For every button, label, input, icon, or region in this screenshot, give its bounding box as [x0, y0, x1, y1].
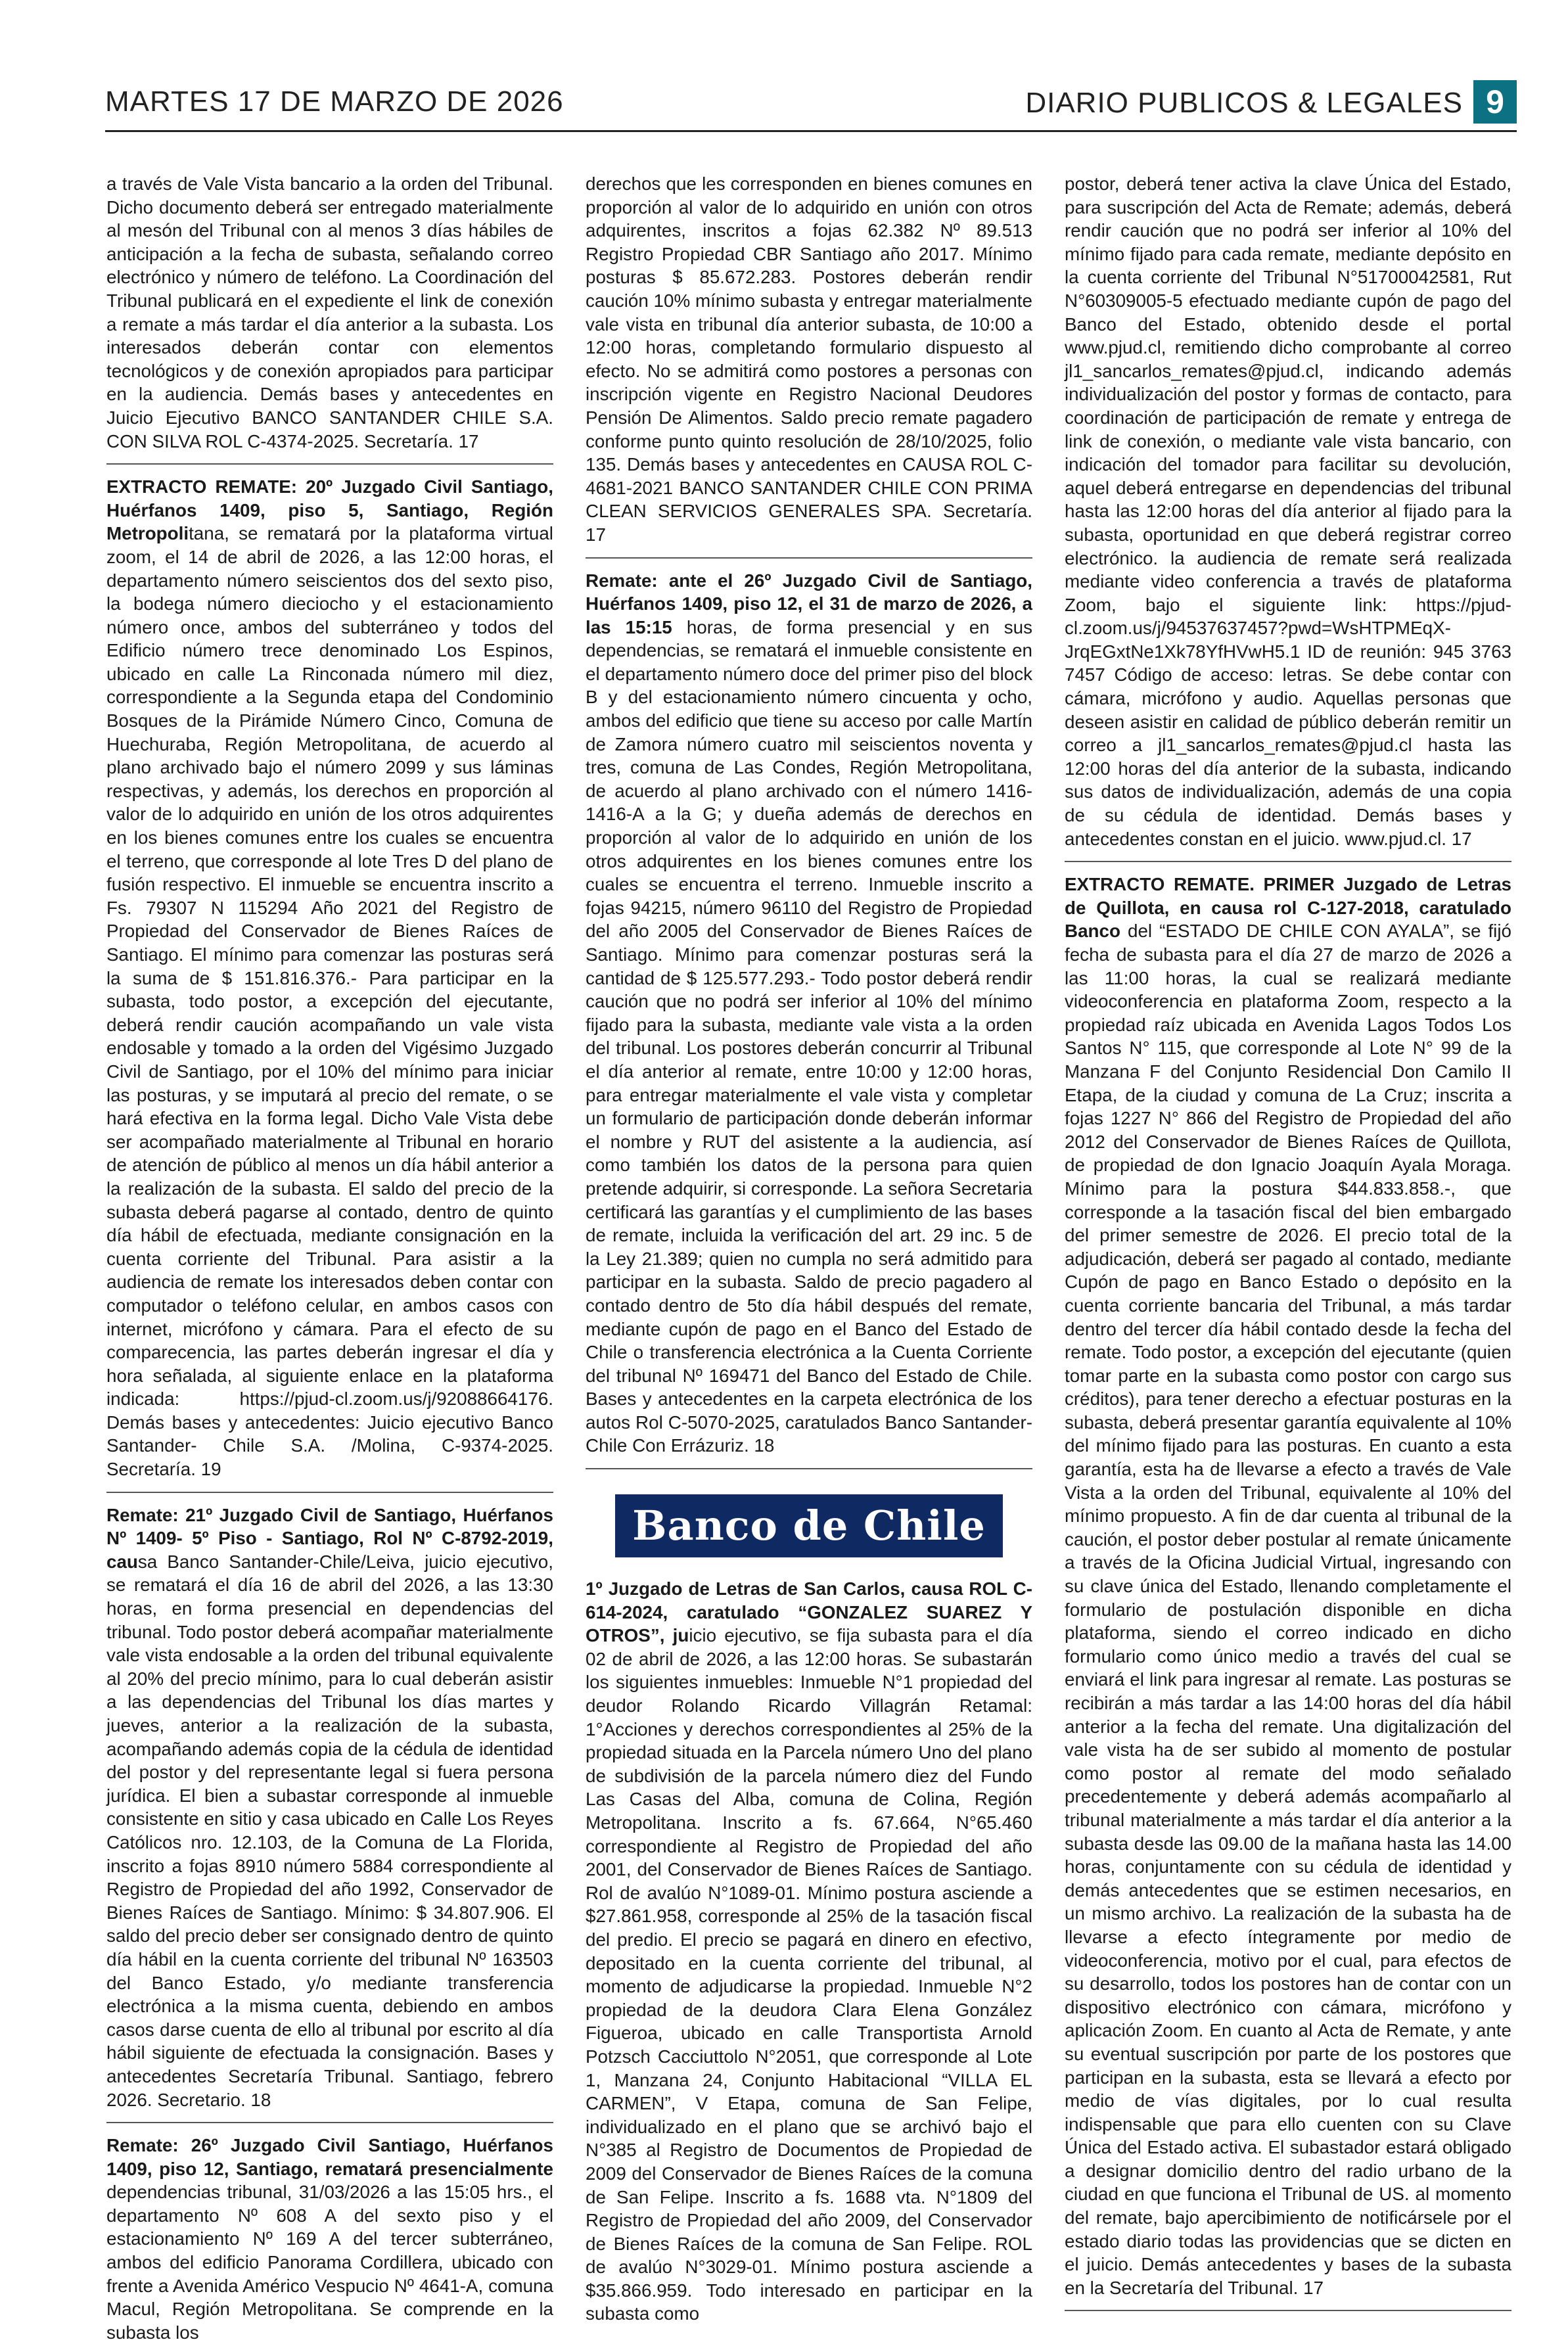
notice-20-juzgado	[106, 475, 553, 1481]
notice-body: postor, deberá tener activa la clave Única del Estado, para suscripción del Acta de Remate; además, deberá rendir caución que no podrá ser inferior al 10% del mínimo fijado para cada remate, mediante depósito en la cuenta corriente del Tribunal N°51700042581, Rut N°60309005-5 efectuado mediante cupón de pago del Banco del Estado, obtenido desde el portal www.pjud.cl, remitiendo dicho comprobante al correo jl1_sancarlos_remates@pjud.cl, indicando además individualización del postor y formas de contacto, para coordinación de participación de remate y entrega de link de conexión, o mediante vale vista bancario, con indicación del tomador para facilitar su devolución, aquel deberá entregarse en dependencias del tribunal hasta las 12:00 horas del día anterior al fijado para la subasta, oportunidad en que deberá registrar correo electrónico. la audiencia de remate será realizada mediante video conferencia a través de plataforma Zoom, bajo el siguiente link: https://pjud-cl.zoom.us/j/94537637457?pwd=WsHTPMEqX-JrqEGxtNe1Xk78YfHVwH5.1 ID de reunión: 945 3763 7457 Código de acceso: letras. Se debe contar con cámara, micrófono y audio. Aquellas personas que deseen asistir en calidad de público deberán remitir un correo a jl1_sancarlos_remates@pjud.cl hasta las 12:00 horas del día anterior de la subasta, indicando sus datos de individualización, además de una copia de su cédula de identidad. Demás bases y antecedentes constan en el juicio. www.pjud.cl. 17	[1065, 173, 1511, 849]
divider	[106, 2122, 553, 2123]
divider	[586, 557, 1032, 559]
notice-body: horas, de forma presencial y en sus dependencias, se rematará el inmueble consistente en el departamento número doce del primer piso del block B y del estacionamiento número cincuenta y ocho, ambos del edificio que tiene su acceso por calle Martín de Zamora número cuatro mil seiscientos noventa y tres, comuna de Las Condes, Región Metropolitana, de acuerdo al plano archivado con el número 1416-1416-A a la G; y dueña además de derechos en proporción al valor de lo adquirido en unión de los otros adquirentes en los bienes comunes entre los cuales se encuentra el terreno. Inmueble inscrito a fojas 94215, número 96110 del Registro de Propiedad del año 2005 del Conservador de Bienes Raíces de Santiago. Mínimo para comenzar posturas será la cantidad de $ 125.577.293.- Todo postor deberá rendir caución que no podrá ser inferior al 10% del mínimo fijado para la subasta, mediante vale vista a la orden del tribunal. Los postores deberán concurrir al Tribunal el día anterior al remate, entre 10:00 y 12:00 horas, para entregar materialmente el vale vista y completar un formulario de participación donde deberán informar el nombre y RUT del asistente a la audiencia, así como también los datos de la persona para quien pretende adquirir, si corresponde. La señora Secretaria certificará las garantías y el cumplimiento de las bases de remate, incluida la verificación del art. 29 inc. 5 de la Ley 21.389; quien no cumpla no será admitido para participar en la subasta. Saldo de precio pagadero al contado dentro de 5to día hábil después del remate, mediante cupón de pago en el Banco del Estado de Chile o transferencia electrónica a la Cuenta Corriente del tribunal Nº 169471 del Banco del Estado de Chile. Bases y antecedentes en la carpeta electrónica de los autos Rol C-5070-2025, caratulados Banco Santander-Chile Con Errázuriz. 18	[586, 616, 1033, 1456]
notice-21-juzgado	[106, 1504, 553, 2111]
page-header	[105, 80, 1517, 132]
issue-date: MARTES 17 DE MARZO DE 2026	[105, 85, 564, 118]
notice-quillota	[1065, 873, 1511, 2299]
notice-continued	[1065, 172, 1511, 850]
notice-heading: 1º Juzgado de Letras de San Carlos, causa ROL C-614-2024, caratulado “GONZALEZ SUAREZ Y OTROS”, ju	[586, 1578, 1032, 1646]
notice-heading: EXTRACTO REMATE: 20º Juzgado Civil Santiago, Huérfanos 1409, piso 5, Santiago, Región Metropoli	[106, 476, 553, 544]
notice-san-carlos	[586, 1577, 1032, 2326]
notice-body: derechos que les corresponden en bienes comunes en proporción al valor de lo adquirido en unión con otros adquirentes, inscritos a fojas 62.382 Nº 89.513 Registro Propiedad CBR Santiago año 2017. Mínimo posturas $ 85.672.283. Postores deberán rendir caución 10% mínimo subasta y entregar materialmente vale vista en tribunal día anterior subasta, de 10:00 a 12:00 horas, completando formulario dispuesto al efecto. No se admitirá como postores a personas con inscripción vigente en Registro Nacional Deudores Pensión De Alimentos. Saldo precio remate pagadero conforme punto quinto resolución de 28/10/2025, folio 135. Demás bases y antecedentes en CAUSA ROL C-4681-2021 BANCO SANTANDER CHILE CON PRIMA CLEAN SERVICIOS GENERALES SPA. Secretaría. 17	[586, 173, 1032, 545]
newspaper-name: DIARIO PUBLICOS & LEGALES	[1025, 87, 1463, 119]
notice-heading: EXTRACTO REMATE. PRIMER Juzgado de Letras de Quillota, en causa rol C-127-2018, caratulado Banco	[1065, 874, 1511, 942]
notice-body: icio ejecutivo, se fija subasta para el día 02 de abril de 2026, a las 12:00 horas. Se subastarán los siguientes inmuebles: Inmueble N°1 propiedad del deudor Rolando Ricardo Villagrán Retamal: 1°Acciones y derechos correspondientes al 25% de la propiedad situada en la Parcela número Uno del plano de subdivisión de la parcela número diez del Fundo Las Casas del Alba, comuna de Colina, Región Metropolitana. Inscrito a fs. 67.664, N°65.460 correspondiente al Registro de Propiedad del año 2001, del Conservador de Bienes Raíces de Santiago. Rol de avalúo N°1089-01. Mínimo postura asciende a $27.861.958, corresponde al 25% de la tasación fiscal del predio. El precio se pagará en dinero en efectivo, depositado en la cuenta corriente del tribunal, al momento de adjudicarse la propiedad. Inmueble N°2 propiedad de la deudora Clara Elena González Figueroa, ubicado en calle Transportista Arnold Potzsch Cacciuttolo N°2051, que corresponde al Lote 1, Manzana 24, Conjunto Habitacional “VILLA EL CARMEN”, V Etapa, comuna de San Felipe, individualizado en el plano que se archivó bajo el N°385 al Registro de Documentos de Propiedad de 2009 del Conservador de Bienes Raíces de la comuna de San Felipe. Inscrito a fs. 1688 vta. N°1809 del Registro de Propiedad del año 2009, del Conservador de Bienes Raíces de la comuna de San Felipe. ROL de avalúo N°3029-01. Mínimo postura asciende a $35.866.959. Todo interesado en participar en la subasta como	[586, 1625, 1032, 2324]
column-1	[106, 172, 553, 2344]
notice-body: dependencias tribunal, 31/03/2026 a las 15:05 hrs., el departamento Nº 608 A del sexto piso y el estacionamiento Nº 169 A del tercer subterráneo, ambos del edificio Panorama Cordillera, ubicado con frente a Avenida Américo Vespucio Nº 4641-A, comuna Macul, Región Metropolitana. Se comprende en la subasta los	[106, 2182, 553, 2343]
divider	[106, 463, 553, 465]
notice-body: sa Banco Santander-Chile/Leiva, juicio ejecutivo, se rematará el día 16 de abril del 2026, a las 13:30 horas, en forma presencial en dependencias del tribunal. Todo postor deberá acompañar materialmente vale vista endosable a la orden del tribunal equivalente al 20% del precio mínimo, para lo cual deberán asistir a las dependencias del Tribunal los días martes y jueves, anterior a la realización de la subasta, acompañando además copia de la cédula de identidad del postor y del representante legal si fuera persona jurídica. El bien a subastar corresponde al inmueble consistente en sitio y casa ubicado en Calle Los Reyes Católicos nro. 12.103, de la Comuna de La Florida, inscrito a fojas 8910 número 5884 correspondiente al Registro de Propiedad del año 1992, Conservador de Bienes Raíces de Santiago. Mínimo: $ 34.807.906. El saldo del precio deber ser consignado dentro de quinto día hábil en la cuenta corriente del tribunal Nº 163503 del Banco Estado, y/o mediante transferencia electrónica a la misma cuenta, debiendo en ambos casos darse cuenta de ello al tribunal por escrito al día hábil siguiente de efectuada la consignación. Bases y antecedentes Secretaría Tribunal. Santiago, febrero 2026. Secretario. 18	[106, 1551, 553, 2110]
advertiser-logo-area	[586, 1494, 1032, 1557]
divider	[586, 1468, 1032, 1469]
notice-body: del “ESTADO DE CHILE CON AYALA”, se fijó fecha de subasta para el día 27 de marzo de 2026 a las 11:00 horas, la cual se realizará mediante videoconferencia en plataforma Zoom, respecto a la propiedad raíz ubicada en Avenida Lagos Todos Los Santos N° 115, que corresponde al Lote N° 99 de la Manzana F del Conjunto Residencial Don Camilo II Etapa, de la ciudad y comuna de La Cruz; inscrita a fojas 1227 N° 866 del Registro de Propiedad del año 2012 del Conservador de Bienes Raíces de Quillota, de propiedad de don Ignacio Joaquín Ayala Moraga. Mínimo para la postura $44.833.858.-, que corresponde a la tasación fiscal del bien embargado del primer semestre de 2026. El precio total de la adjudicación, deberá ser pagado al contado, mediante Cupón de pago en Banco Estado o depósito en la cuenta corriente bancaria del Tribunal, a más tardar dentro del tercer día hábil contado desde la fecha del remate. Todo postor, a excepción del ejecutante (quien tomar parte en la subasta como postor con cargo sus créditos), para tener derecho a efectuar posturas en la subasta, deberá presentar garantía equivalente al 10% del mínimo fijado para las posturas. En cuanto a esta garantía, esta ha de llevarse a efecto a través de Vale Vista a la orden del Tribunal, equivalente al 10% del mínimo propuesto. A fin de dar cuenta al tribunal de la caución, el postor deber postular al remate únicamente a través de la Oficina Judicial Virtual, ingresando con su clave única del Estado, llenando completamente el formulario de postulación disponible en dicha plataforma, siendo el correo indicado en dicho formulario como único medio a través del cual se enviará el link para ingresar al remate. Las posturas se recibirán a más tardar a las 14:00 horas del día hábil anterior a la fecha del remate. Una digitalización del vale vista ha de ser subido al momento de postular como postor al remate del modo señalado precedentemente y deberá además acompañarlo al tribunal materialmente a más tardar el día anterior a la subasta desde las 09.00 de la mañana hasta las 14.00 horas, conjuntamente con su cédula de identidad y demás antecedentes que se estimen necesarios, en un mismo archivo. La realización de la subasta ha de llevarse a efecto íntegramente por medio de videoconferencia, motivo por el cual, para efectos de su desarrollo, todos los postores han de contar con un dispositivo electrónico con cámara, micrófono y aplicación Zoom. En cuanto al Acta de Remate, y ante su eventual suscripción por parte de los postores que participan en la subasta, esta se llevará a efecto por medio de vías digitales, por lo cual resulta indispensable que para ello cuenten con su Clave Única del Estado activa. El subastador estará obligado a designar domicilio dentro del radio urbano de la ciudad en que funciona el Tribunal de US. al momento del remate, bajo apercibimiento de notificársele por el estado diario todas las providencias que se dicten en el juicio. Demás antecedentes y bases de la subasta en la Secretaría del Tribunal. 17	[1065, 921, 1511, 2298]
banco-de-chile-logo: Banco de Chile	[615, 1494, 1003, 1557]
divider	[1065, 2310, 1511, 2311]
column-3	[1065, 172, 1511, 2322]
notice-continued	[106, 172, 553, 453]
notice-heading: Remate: 26º Juzgado Civil Santiago, Huérfanos 1409, piso 12, Santiago, rematará presencialmente	[106, 2135, 553, 2179]
notice-26-juzgado-remate	[586, 569, 1032, 1458]
divider	[106, 1492, 553, 1493]
divider	[1065, 861, 1511, 862]
notice-body: tana, se rematará por la plataforma virtual zoom, el 14 de abril de 2026, a las 12:00 horas, el departamento número seiscientos dos del sexto piso, la bodega número dieciocho y el estacionamiento número once, ambos del subterráneo y todos del Edificio número trece denominado Los Espinos, ubicado en calle La Rinconada número mil diez, correspondiente a la Segunda etapa del Condominio Bosques de la Pirámide Número Cinco, Comuna de Huechuraba, Región Metropolitana, de acuerdo al plano archivado bajo el número 2099 y sus láminas respectivas, y además, los derechos en proporción al valor de lo adquirido en unión de los otros adquirentes en los bienes comunes entre los cuales se encuentra el terreno, que corresponde al lote Tres D del plano de fusión respectivo. El inmueble se encuentra inscrito a Fs. 79307 N 115294 Año 2021 del Registro de Propiedad del Conservador de Bienes Raíces de Santiago. El mínimo para comenzar las posturas será la suma de $ 151.816.376.- Para participar en la subasta, todo postor, a excepción del ejecutante, deberá rendir caución acompañando un vale vista endosable y tomado a la orden del Vigésimo Juzgado Civil de Santiago, por el 10% del mínimo para iniciar las posturas, y se imputará al precio del remate, o se hará efectiva en la forma legal. Dicho Vale Vista debe ser acompañado materialmente al Tribunal en horario de atención de público al menos un día hábil anterior a la realización de la subasta. El saldo del precio de la subasta deberá pagarse al contado, dentro de quinto día hábil de efectuada, mediante consignación en la cuenta corriente del Tribunal. Para asistir a la audiencia de remate los interesados deben contar con computador o teléfono celular, en ambos casos con internet, micrófono y cámara. Para el efecto de su comparecencia, las partes deberán ingresar el día y hora señalada, al siguiente enlace en la plataforma indicada: https://pjud-cl.zoom.us/j/92088664176. Demás bases y antecedentes: Juicio ejecutivo Banco Santander- Chile S.A. /Molina, C-9374-2025. Secretaría. 19	[106, 523, 553, 1480]
notice-heading: Remate: ante el 26º Juzgado Civil de Santiago, Huérfanos 1409, piso 12, el 31 de marzo de 2026, a las 15:15	[586, 570, 1032, 637]
notice-heading: Remate: 21º Juzgado Civil de Santiago, Huérfanos Nº 1409- 5º Piso - Santiago, Rol Nº C-8792-2019, cau	[106, 1504, 553, 1572]
notice-continued	[586, 172, 1032, 547]
column-2	[586, 172, 1032, 2326]
notice-body: a través de Vale Vista bancario a la orden del Tribunal. Dicho documento deberá ser entregado materialmente al mesón del Tribunal con al menos 3 días hábiles de anticipación a la fecha de subasta, señalando correo electrónico y número de teléfono. La Coordinación del Tribunal publicará en el expediente el link de conexión a remate a más tardar el día anterior a la subasta. Los interesados deberán contar con elementos tecnológicos y de conexión apropiados para participar en la audiencia. Demás bases y antecedentes en Juicio Ejecutivo BANCO SANTANDER CHILE S.A. CON SILVA ROL C-4374-2025. Secretaría. 17	[106, 173, 553, 451]
page-number: 9	[1473, 80, 1517, 124]
notice-26-juzgado	[106, 2134, 553, 2344]
